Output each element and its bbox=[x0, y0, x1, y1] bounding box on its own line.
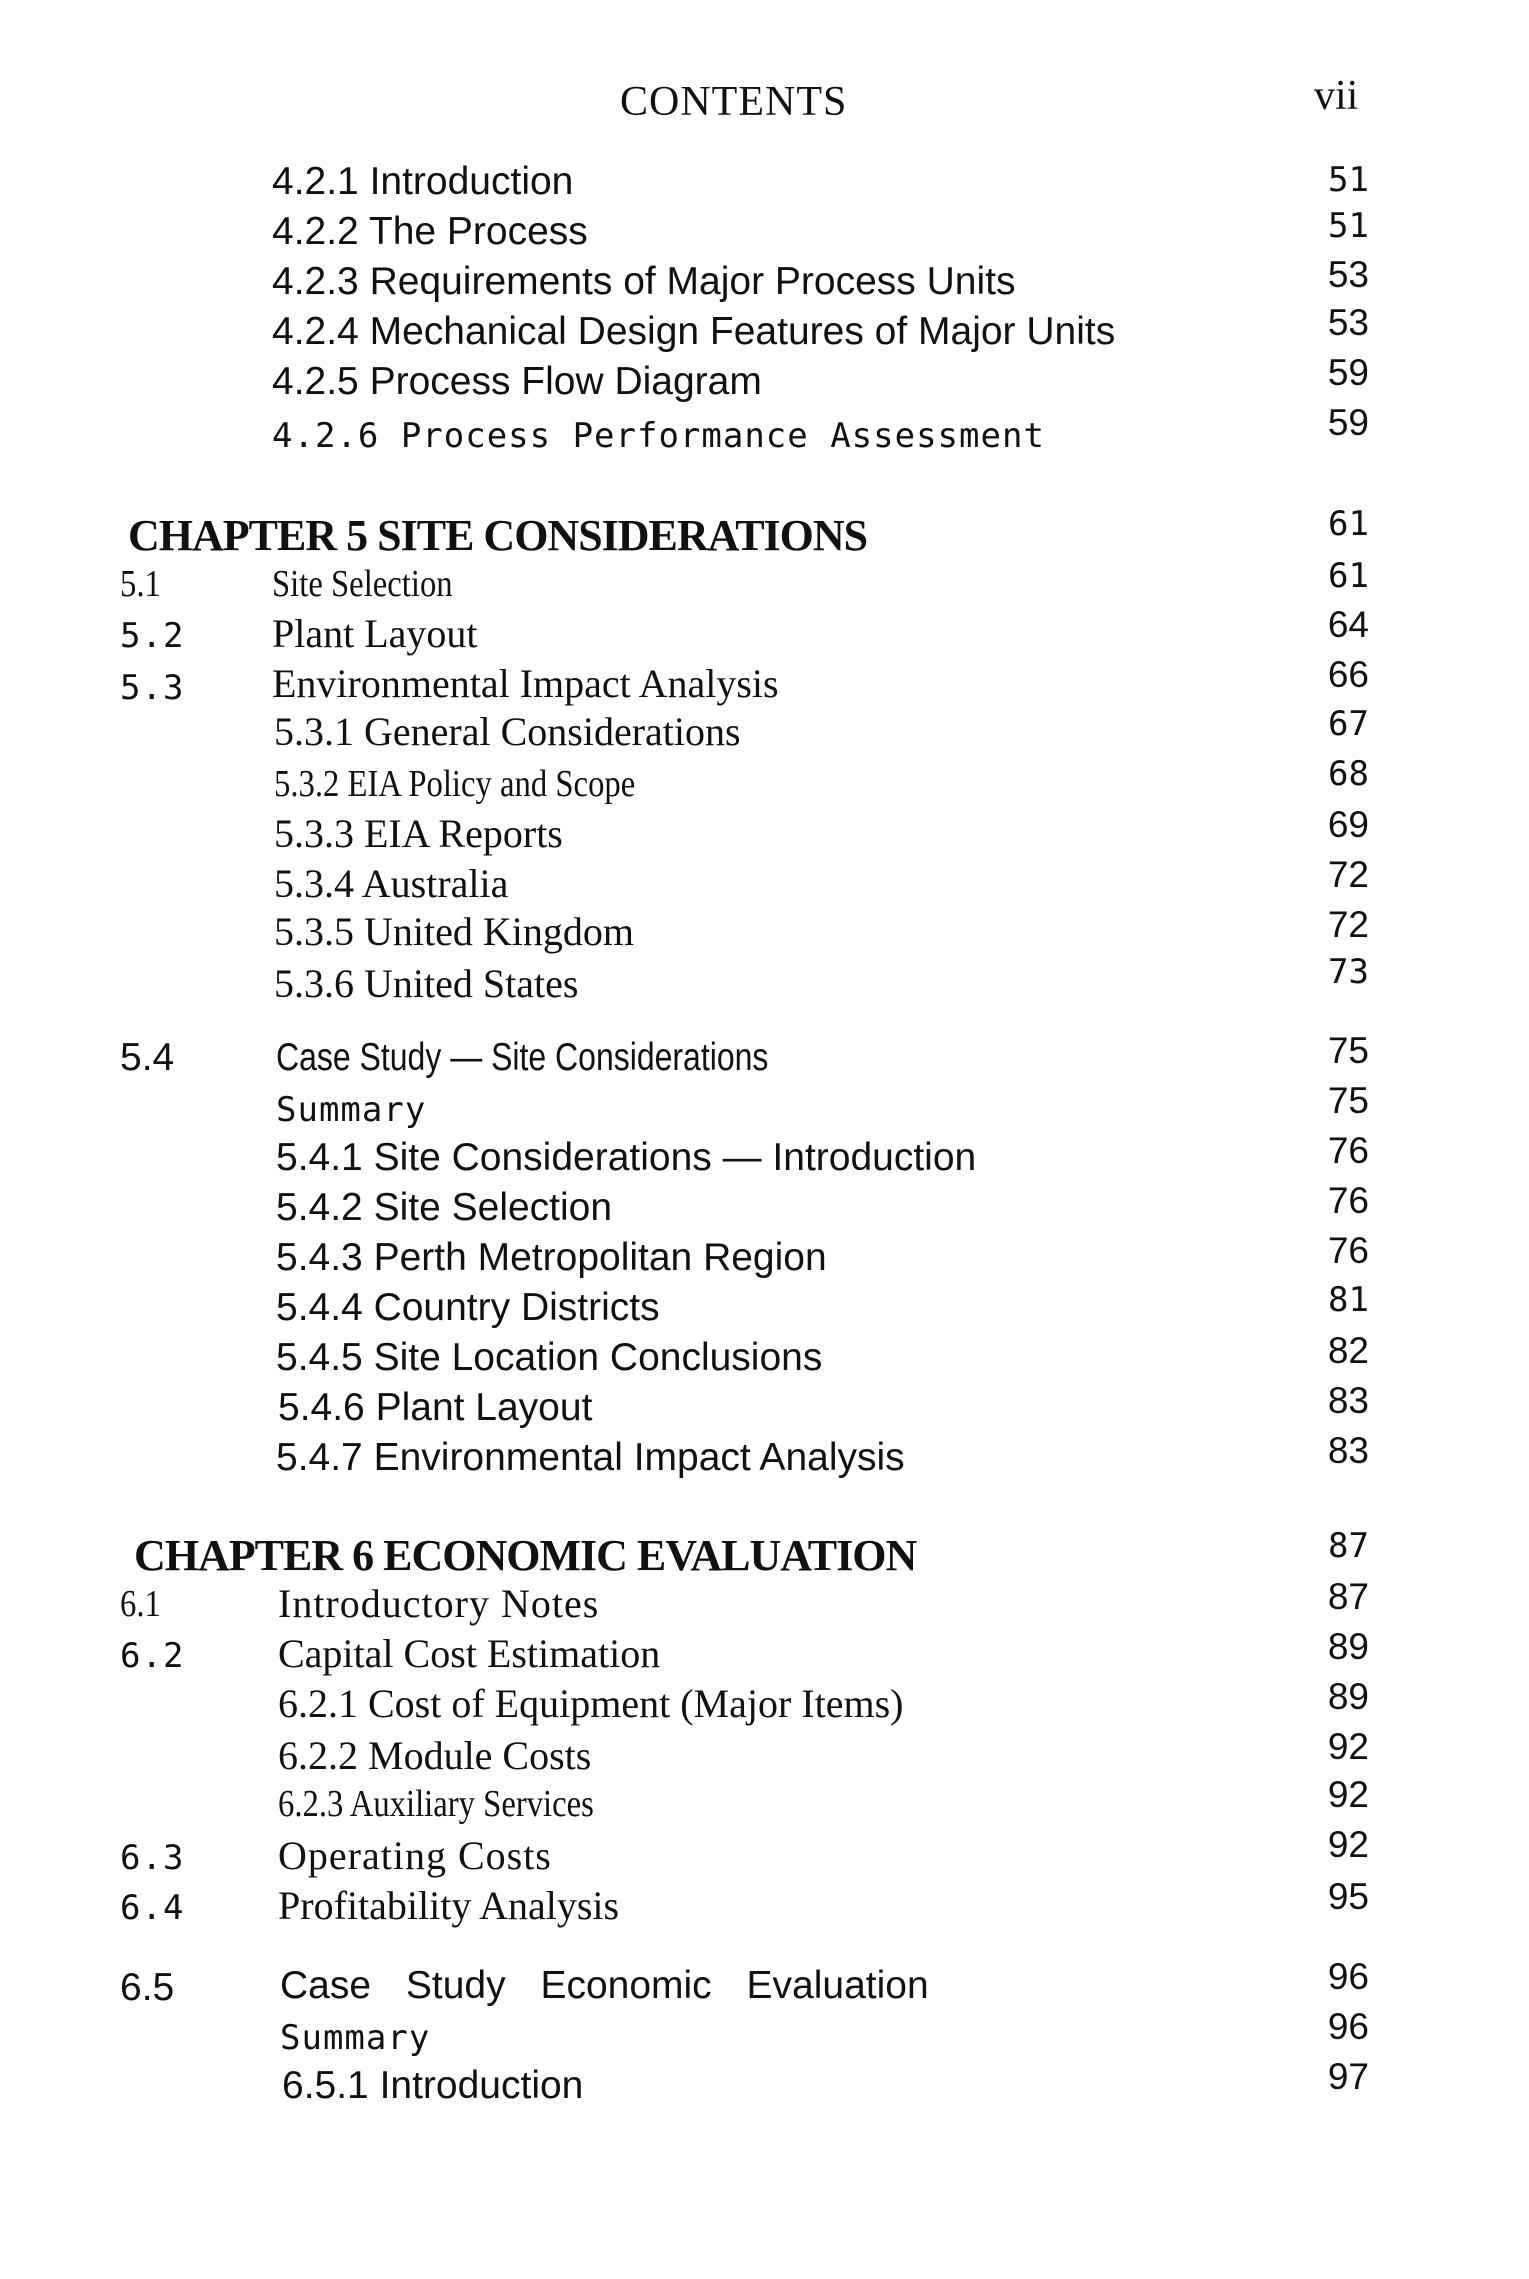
toc-entry-page: 59 bbox=[1327, 402, 1369, 443]
toc-entry-label: Case Study Economic Evaluation bbox=[280, 1964, 929, 2007]
page-header-title: CONTENTS bbox=[620, 79, 848, 125]
toc-entry-label: 5.4.7 Environmental Impact Analysis bbox=[276, 1436, 905, 1479]
toc-entry-page: 72 bbox=[1327, 854, 1369, 895]
toc-entry-label: Plant Layout bbox=[272, 611, 478, 656]
toc-entry-label: 6.2.3 Auxiliary Services bbox=[278, 1783, 594, 1825]
toc-entry-label: 5.4.6 Plant Layout bbox=[278, 1386, 593, 1429]
toc-entry-page: 59 bbox=[1327, 352, 1369, 393]
toc-entry-page: 76 bbox=[1327, 1130, 1369, 1171]
page-header-number: vii bbox=[1314, 73, 1359, 119]
toc-entry-page: 53 bbox=[1327, 302, 1369, 343]
toc-entry-label: 5.3.2 EIA Policy and Scope bbox=[274, 763, 636, 805]
toc-entry-label: Case Study — Site Considerations bbox=[276, 1036, 769, 1079]
section-number: 6.1 bbox=[120, 1583, 161, 1625]
toc-entry-label: Summary bbox=[280, 2018, 431, 2058]
toc-entry-page: 95 bbox=[1327, 1876, 1369, 1917]
toc-entry-label: 4.2.6 Process Performance Assessment bbox=[272, 416, 1045, 456]
toc-entry-page: 53 bbox=[1327, 254, 1369, 295]
toc-entry-page: 92 bbox=[1327, 1726, 1369, 1767]
section-number: 5.1 bbox=[120, 563, 161, 605]
section-number: 5.3 bbox=[120, 668, 185, 708]
toc-entry-page: 64 bbox=[1327, 604, 1369, 645]
toc-entry-page: 87 bbox=[1327, 1576, 1369, 1617]
toc-entry-page: 82 bbox=[1327, 1330, 1369, 1371]
section-number: 5.2 bbox=[120, 616, 185, 656]
toc-entry-label: 6.2.1 Cost of Equipment (Major Items) bbox=[278, 1681, 904, 1726]
toc-entry-label: 5.4.1 Site Considerations — Introduction bbox=[276, 1136, 977, 1179]
toc-entry-page: 75 bbox=[1327, 1030, 1369, 1071]
section-number: 6.5 bbox=[120, 1966, 175, 2009]
toc-entry-label: 6.2.2 Module Costs bbox=[278, 1733, 592, 1778]
toc-entry-page: 73 bbox=[1328, 952, 1369, 992]
toc-entry-label: 5.4.2 Site Selection bbox=[276, 1186, 613, 1229]
toc-entry-page: 97 bbox=[1327, 2056, 1369, 2097]
toc-entry-label: Summary bbox=[276, 1090, 427, 1130]
toc-entry-label: 6.5.1 Introduction bbox=[282, 2064, 584, 2107]
toc-entry-page: 61 bbox=[1328, 556, 1369, 596]
toc-entry-label: Site Selection bbox=[272, 563, 453, 605]
toc-entry-label: 5.4.4 Country Districts bbox=[276, 1286, 660, 1329]
toc-entry-label: Capital Cost Estimation bbox=[278, 1631, 661, 1676]
toc-entry-label: 4.2.4 Mechanical Design Features of Major Units bbox=[272, 310, 1116, 353]
section-number: 6.3 bbox=[120, 1838, 185, 1878]
toc-entry-label: 5.4.5 Site Location Conclusions bbox=[276, 1336, 823, 1379]
chapter-heading: CHAPTER 6 ECONOMIC EVALUATION bbox=[134, 1531, 917, 1580]
toc-entry-label: Operating Costs bbox=[278, 1833, 552, 1878]
toc-entry-label: 5.3.3 EIA Reports bbox=[274, 811, 563, 856]
section-number: 5.4 bbox=[120, 1036, 175, 1079]
chapter-heading: CHAPTER 5 SITE CONSIDERATIONS bbox=[128, 511, 868, 560]
toc-entry-page: 92 bbox=[1327, 1824, 1369, 1865]
toc-entry-label: Introductory Notes bbox=[278, 1581, 600, 1626]
toc-entry-page: 67 bbox=[1328, 704, 1369, 744]
toc-entry-label: Environmental Impact Analysis bbox=[272, 661, 779, 706]
toc-entry-page: 51 bbox=[1328, 206, 1369, 246]
toc-entry-label: 4.2.5 Process Flow Diagram bbox=[272, 360, 762, 403]
toc-entry-page: 72 bbox=[1327, 904, 1369, 945]
toc-entry-page: 81 bbox=[1328, 1280, 1369, 1320]
toc-entry-page: 75 bbox=[1327, 1080, 1369, 1121]
toc-entry-page: 89 bbox=[1327, 1626, 1369, 1667]
toc-entry-page: 69 bbox=[1327, 804, 1369, 845]
toc-entry-page: 76 bbox=[1327, 1230, 1369, 1271]
toc-entry-label: 4.2.3 Requirements of Major Process Units bbox=[272, 260, 1016, 303]
toc-entry-page: 66 bbox=[1327, 654, 1369, 695]
toc-entry-page: 83 bbox=[1327, 1380, 1369, 1421]
toc-entry-label: 4.2.1 Introduction bbox=[272, 160, 574, 203]
toc-entry-page: 76 bbox=[1327, 1180, 1369, 1221]
toc-entry-page: 96 bbox=[1327, 1956, 1369, 1997]
toc-entry-page: 92 bbox=[1327, 1774, 1369, 1815]
toc-entry-page: 83 bbox=[1327, 1430, 1369, 1471]
section-number: 6.2 bbox=[120, 1636, 185, 1676]
toc-entry-label: 5.3.5 United Kingdom bbox=[274, 909, 634, 954]
toc-entry-label: 5.3.6 United States bbox=[274, 961, 579, 1006]
section-number: 6.4 bbox=[120, 1888, 185, 1928]
toc-entry-page: 61 bbox=[1328, 504, 1369, 544]
toc-entry-page: 51 bbox=[1328, 160, 1369, 200]
toc-entry-label: 5.3.1 General Considerations bbox=[274, 709, 741, 754]
toc-entry-label: 5.3.4 Australia bbox=[274, 861, 509, 906]
toc-entry-page: 68 bbox=[1328, 754, 1369, 794]
toc-entry-page: 96 bbox=[1327, 2006, 1369, 2047]
toc-entry-label: Profitability Analysis bbox=[278, 1883, 620, 1928]
toc-entry-page: 87 bbox=[1328, 1526, 1369, 1566]
toc-entry-page: 89 bbox=[1327, 1676, 1369, 1717]
toc-entry-label: 4.2.2 The Process bbox=[272, 210, 588, 253]
toc-entry-label: 5.4.3 Perth Metropolitan Region bbox=[276, 1236, 827, 1279]
